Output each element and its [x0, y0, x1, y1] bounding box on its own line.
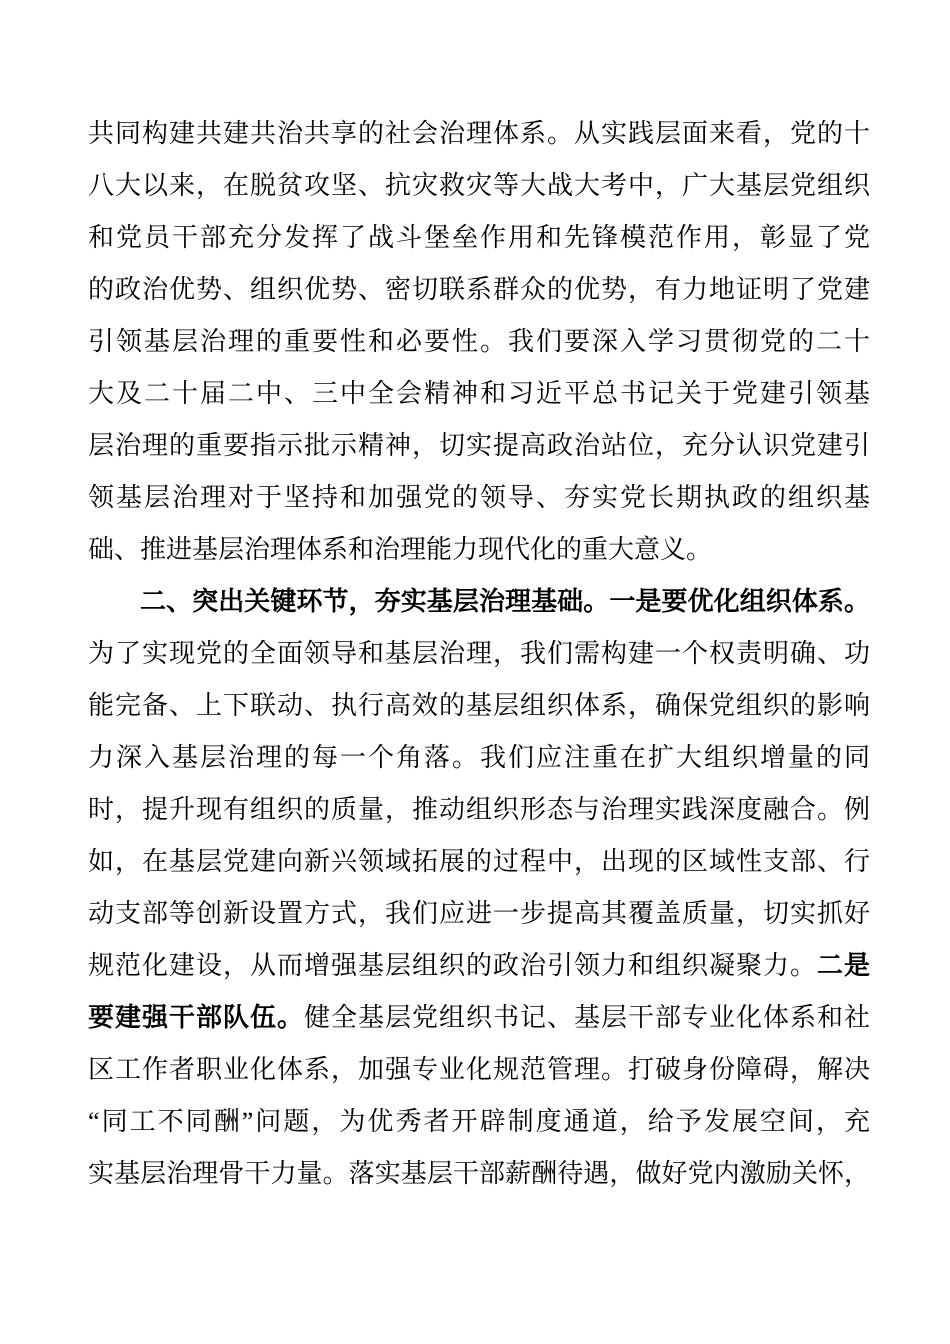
text-segment: 时，提升现有组织的质量，推动组织形态与治理实践深度融合。例: [88, 795, 870, 824]
text-segment: 为了实现党的全面领导和基层治理，我们需构建一个权责明确、功: [88, 639, 870, 668]
text-segment: 的政治优势、组织优势、密切联系群众的优势，有力地证明了党建: [88, 275, 870, 304]
text-segment: 规范化建设，从而增强基层组织的政治引领力和组织凝聚力。: [88, 951, 817, 980]
text-line: [88, 940, 870, 992]
text-segment: 区工作者职业化体系，加强专业化规范管理。打破身份障碍，解决: [88, 1055, 870, 1084]
text-segment: 础、推进基层治理体系和治理能力现代化的重大意义。: [88, 535, 713, 564]
text-line: [88, 420, 870, 472]
text-line: [88, 1148, 870, 1200]
text-line: [88, 316, 870, 368]
text-segment: 如，在基层党建向新兴领域拓展的过程中，出现的区域性支部、行: [88, 847, 870, 876]
text-line: [88, 680, 870, 732]
text-segment: 实基层治理骨干力量。落实基层干部薪酬待遇，做好党内激励关怀，: [88, 1159, 870, 1188]
text-line: [88, 524, 870, 576]
text-line: [88, 1096, 870, 1148]
text-segment: “同工不同酬”问题，为优秀者开辟制度通道，给予发展空间，充: [88, 1107, 870, 1136]
text-segment: 力深入基层治理的每一个角落。我们应注重在扩大组织增量的同: [88, 743, 870, 772]
text-segment: 引领基层治理的重要性和必要性。我们要深入学习贯彻党的二十: [88, 327, 870, 356]
text-line: [88, 628, 870, 680]
text-line: [88, 732, 870, 784]
text-line: [88, 160, 870, 212]
text-line: [88, 888, 870, 940]
text-segment: 健全基层党组织书记、基层干部专业化体系和社: [304, 1003, 870, 1032]
text-line: [88, 576, 870, 628]
text-line: [88, 836, 870, 888]
text-line: [88, 472, 870, 524]
text-segment: 动支部等创新设置方式，我们应进一步提高其覆盖质量，切实抓好: [88, 899, 870, 928]
text-segment: 领基层治理对于坚持和加强党的领导、夯实党长期执政的组织基: [88, 483, 870, 512]
text-segment: 大及二十届二中、三中全会精神和习近平总书记关于党建引领基: [88, 379, 870, 408]
text-line: [88, 1044, 870, 1096]
text-line: [88, 784, 870, 836]
text-segment: 和党员干部充分发挥了战斗堡垒作用和先锋模范作用，彰显了党: [88, 223, 870, 252]
bold-text-segment: 二、突出关键环节，夯实基层治理基础。一是要优化组织体系。: [140, 587, 870, 616]
text-line: [88, 264, 870, 316]
text-segment: 共同构建共建共治共享的社会治理体系。从实践层面来看，党的十: [88, 119, 870, 148]
text-line: [88, 368, 870, 420]
bold-text-segment: 二是: [816, 951, 870, 980]
text-segment: 八大以来，在脱贫攻坚、抗灾救灾等大战大考中，广大基层党组织: [88, 171, 870, 200]
document-body: [88, 108, 870, 1200]
text-segment: 层治理的重要指示批示精神，切实提高政治站位，充分认识党建引: [88, 431, 870, 460]
text-line: [88, 992, 870, 1044]
text-line: [88, 212, 870, 264]
text-line: [88, 108, 870, 160]
text-segment: 能完备、上下联动、执行高效的基层组织体系，确保党组织的影响: [88, 691, 870, 720]
bold-text-segment: 要建强干部队伍。: [88, 1003, 304, 1032]
